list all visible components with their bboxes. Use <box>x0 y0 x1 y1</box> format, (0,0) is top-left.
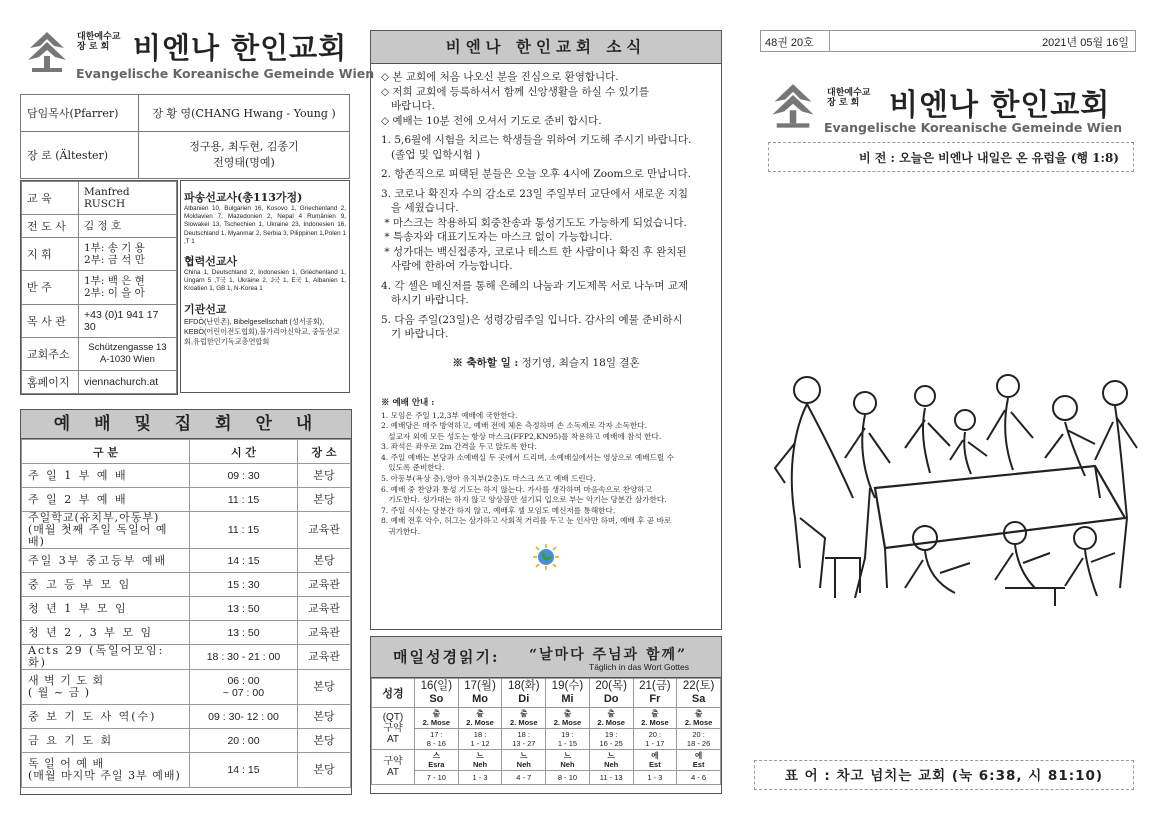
church-name-german: Evangelische Koreanische Gemeinde Wien <box>76 66 375 81</box>
directory-row <box>22 215 177 238</box>
bible-day-german: Sa <box>691 693 706 705</box>
news-item: 3. 코로나 확진자 수의 감소로 23일 주일부터 교단에서 새로운 지침 을 세웠습니다. * 마스크는 착용하되 회중찬송과 통성기도도 가능하게 되었습니다. * 특송자와 대표기도자는 마스크 없이 가능합니다. * 성가대는 백신접종자, 코로나 테스트 한 사람이나 확진 후 완치된 사람에 한하여 가능합니다. <box>381 187 688 272</box>
directory-label: 교 육 <box>22 182 79 215</box>
congrats-label: ※ 축하할 일 : <box>452 356 519 369</box>
missions-box <box>180 180 350 393</box>
schedule-row <box>22 621 351 645</box>
bible-day-date: 20(목) <box>595 680 627 692</box>
bible-cell-ref2: 8 - 10 <box>546 771 590 785</box>
news-title: 비엔나 한인교회 소식 <box>371 31 721 64</box>
worship-guide-note: 1. 모임은 주일 1,2,3부 예배에 국한한다. <box>381 410 518 420</box>
schedule-header-place: 장 소 <box>298 440 351 464</box>
worship-guide-note: 2. 예배당은 매주 방역하고, 예배 전에 체온 측정하며 손 소독제로 각자 소독한다. 설교자 외에 모든 성도는 항상 마스크(FFP2,KN95)를 착용하고 예배에 참석 한다. <box>381 421 662 441</box>
schedule-row <box>22 597 351 621</box>
directory-row <box>22 237 177 270</box>
directory-value: Schützengasse 13 A-1030 Wien <box>79 337 177 370</box>
bible-title: 매일성경읽기: <box>393 648 500 666</box>
missionary-list: Albanien 10, Bulgarien 16, Kosovo 1, Griechenland 2, Moldavien 7, Mazedonien 2, Nepal 4 Rumänien 9, Slowakei 13, Tschechien 1, Ukraine 23, Indonesien 16, Deutschland 1, Myanmar 2, Serbia 3, Pilippinen 1,Polen 1 ,T 1 <box>184 205 346 245</box>
schedule-header-time: 시 간 <box>190 440 298 464</box>
schedule-item-time: 11 : 15 <box>190 488 298 512</box>
bible-day-date: 17(월) <box>464 680 496 692</box>
schedule-row <box>22 512 351 549</box>
pastors-table <box>20 94 350 179</box>
bible-day-german: Do <box>603 693 619 705</box>
worship-guide-note: 4. 주일 예배는 본당과 소예배실 두 곳에서 드리며, 소예배실에서는 영상으로 예배드릴 수 있도록 준비한다. <box>381 452 674 473</box>
schedule-item-time: 11 : 15 <box>190 512 298 549</box>
schedule-item-time: 14 : 15 <box>190 549 298 573</box>
schedule-row <box>22 549 351 573</box>
news-intro-line: ◇ 저희 교회에 등록하셔서 함께 신앙생활을 하실 수 있기를 <box>381 85 650 98</box>
bible-cell-book1: 출 2. Mose <box>589 708 633 729</box>
bible-cell-book2: 느 Neh <box>589 750 633 771</box>
bible-cell-ref1: 19 : 16 - 25 <box>589 729 633 750</box>
church-denomination-bottom: 장 로 회 <box>77 42 110 52</box>
news-item: 5. 다음 주일(23일)은 성령강림주일 입니다. 감사의 예물 준비하시 기 바랍니다. <box>381 313 683 340</box>
missionary-title: 파송선교사(총113가정) <box>184 191 303 204</box>
bible-cell-ref2: 1 - 3 <box>633 771 677 785</box>
issue-volume: 48권 20호 <box>765 37 814 49</box>
bible-cell-book1: 출 2. Mose <box>633 708 677 729</box>
staff-directory <box>20 180 178 395</box>
schedule-item-place: 본당 <box>298 464 351 488</box>
schedule-item-time: 20 : 00 <box>190 729 298 753</box>
bible-cell-book2: 스 Esra <box>415 750 459 771</box>
schedule-item-place: 본당 <box>298 729 351 753</box>
bible-cell-ref1: 20 : 18 - 26 <box>677 729 721 750</box>
fellowship-illustration <box>765 348 1141 612</box>
schedule-header-type: 구 분 <box>22 440 190 464</box>
schedule-item-name: 새 벽 기 도 회 ( 월 ~ 금 ) <box>22 670 190 705</box>
service-schedule <box>20 409 352 795</box>
bible-day-date: 16(일) <box>420 680 453 692</box>
schedule-row <box>22 670 351 705</box>
bible-cell-ref2: 11 - 13 <box>589 771 633 785</box>
bible-cell-book2: 느 Neh <box>546 750 590 771</box>
congrats-text: 정기영, 최슬지 18일 결혼 <box>521 356 640 369</box>
schedule-item-time: 09 : 30- 12 : 00 <box>190 705 298 729</box>
church-name: 비엔나 한인교회 <box>133 31 348 65</box>
worship-guide-title: ※ 예배 안내 : <box>381 398 435 408</box>
schedule-item-name: 주 일 2 부 예 배 <box>22 488 190 512</box>
bible-day-german: Mo <box>472 693 488 705</box>
schedule-row <box>22 729 351 753</box>
schedule-item-name: 주일학교(유치부,아동부) (매월 첫째 주일 독일어 예배) <box>22 512 190 549</box>
bible-cell-ref1: 19 : 1 - 15 <box>546 729 590 750</box>
directory-label: 전 도 사 <box>22 215 79 238</box>
bible-subtitle: “날마다 주님과 함께” <box>529 647 688 663</box>
bible-day-date: 21(금) <box>639 680 671 692</box>
schedule-row <box>22 753 351 788</box>
directory-value: 김 정 호 <box>79 215 177 238</box>
schedule-item-place: 본당 <box>298 549 351 573</box>
coop-missionary-list: China 1, Deutschland 2, Indonesien 1, Griechenland 1, Ungarn 5 ,T국 1, Ukraine 2, J국 1, E국 1, Albanien 1, Kroatien 1, GB 1, N-Korea 1 <box>184 269 346 293</box>
bible-row <box>372 771 721 785</box>
church-logo-icon <box>24 30 70 80</box>
directory-label: 반 주 <box>22 271 79 304</box>
news-section <box>370 30 722 630</box>
directory-value: Manfred RUSCH <box>79 182 177 215</box>
directory-value: 1부: 송 기 용 2부: 금 석 만 <box>79 237 177 270</box>
directory-value: +43 (0)1 941 17 30 <box>79 304 177 337</box>
directory-row <box>22 371 177 394</box>
news-item: 2. 항존직으로 피택된 분들은 오늘 오후 4시에 Zoom으로 만납니다. <box>381 168 691 180</box>
directory-row <box>22 304 177 337</box>
bible-cell-book2: 느 Neh <box>458 750 502 771</box>
org-mission-list: EFDÖ(난민촌), Bibelgesellschaft (성서공회), KEBÖ(어린이전도협회),불가리아신학교, 중동선교회,유럽한인기독교총연합회 <box>184 316 340 346</box>
issue-date: 2021년 05월 16일 <box>1042 37 1129 49</box>
schedule-row <box>22 705 351 729</box>
bible-cell-ref2: 7 - 10 <box>415 771 459 785</box>
bible-cell-ref2: 1 - 3 <box>458 771 502 785</box>
bible-cell-book1: 출 2. Mose <box>677 708 721 729</box>
schedule-item-name: 중 고 등 부 모 임 <box>22 573 190 597</box>
schedule-item-name: 주 일 1 부 예 배 <box>22 464 190 488</box>
coop-missionary-title: 협력선교사 <box>184 255 238 269</box>
church-denomination-top: 대한예수교 <box>77 32 121 42</box>
schedule-item-time: 18 : 30 - 21 : 00 <box>190 645 298 670</box>
schedule-item-name: 주일 3부 중고등부 예배 <box>22 549 190 573</box>
directory-label: 목 사 관 <box>22 304 79 337</box>
bible-cell-ref1: 18 : 1 - 12 <box>458 729 502 750</box>
schedule-item-time: 14 : 15 <box>190 753 298 788</box>
schedule-item-place: 교육관 <box>298 621 351 645</box>
bible-day-german: Mi <box>561 693 574 705</box>
bible-day-german: Di <box>518 693 530 705</box>
schedule-item-place: 본당 <box>298 488 351 512</box>
schedule-item-place: 본당 <box>298 705 351 729</box>
news-intro-line: 바랍니다. <box>381 100 435 112</box>
church-denomination-bottom-right: 장 로 회 <box>827 98 860 108</box>
bible-day-date: 18(화) <box>507 680 540 692</box>
schedule-item-place: 교육관 <box>298 573 351 597</box>
bible-row-label: 성경 <box>372 679 415 708</box>
directory-label: 교회주소 <box>22 337 79 370</box>
worship-guide-note: 3. 좌석은 좌우로 2m 간격을 두고 앉도록 한다. <box>381 442 537 452</box>
bible-cell-book1: 출 2. Mose <box>415 708 459 729</box>
bible-day-german: Fr <box>649 693 661 705</box>
worship-guide-note: 8. 예배 전후 악수, 허그는 삼가하고 사회적 거리를 두고 눈 인사만 하며, 예배 후 곧 바로 귀가한다. <box>381 516 672 537</box>
schedule-row <box>22 464 351 488</box>
schedule-item-name: 청 년 1 부 모 임 <box>22 597 190 621</box>
schedule-item-name: 독 일 어 예 배 (매월 마지막 주일 3부 예배) <box>22 753 190 788</box>
bible-cell-ref1: 18 : 13 - 27 <box>502 729 546 750</box>
bible-subtitle-german: Täglich in das Wort Gottes <box>589 662 689 672</box>
directory-row <box>22 337 177 370</box>
bible-cell-ref2: 4 - 6 <box>677 771 721 785</box>
bible-reading-section <box>370 636 722 794</box>
church-vision: 비 전 : 오늘은 비엔나 내일은 온 유럽을 (행 1:8) <box>768 142 1134 172</box>
news-item: 1. 5,6월에 시험을 치르는 학생들을 위하여 기도해 주시기 바랍니다. (졸업 및 입학시험 ) <box>381 134 692 161</box>
schedule-item-time: 13 : 50 <box>190 621 298 645</box>
elder-honorary: 전영태(명예) <box>213 156 275 169</box>
schedule-item-name: 중 보 기 도 사 역(수) <box>22 705 190 729</box>
bible-cell-book2: 에 Est <box>633 750 677 771</box>
directory-label: 홈페이지 <box>22 371 79 394</box>
worship-guide-note: 5. 아동부(욕상 층),영아 유치부(2층)도 마스크 쓰고 예배 드린다. <box>381 474 596 484</box>
schedule-item-name: 금 요 기 도 회 <box>22 729 190 753</box>
worship-guide-note: 6. 예배 중 찬양과 통성 기도는 하지 않는다. 가사를 생각하며 마음속으로 찬양하고 기도한다. 성가대는 하지 않고 양상블만 섬기되 입으로 부는 악기는 당분간 삼가한다. <box>381 484 667 505</box>
schedule-item-time: 09 : 30 <box>190 464 298 488</box>
directory-value: 1부: 백 은 현 2부: 이 을 아 <box>79 271 177 304</box>
church-denomination-top-right: 대한예수교 <box>827 88 871 98</box>
bible-cell-book1: 출 2. Mose <box>502 708 546 729</box>
bible-day-german: So <box>429 693 444 705</box>
church-name-german-right: Evangelische Koreanische Gemeinde Wien <box>824 120 1123 135</box>
schedule-row <box>22 645 351 670</box>
bible-row <box>372 679 721 708</box>
bible-row-label: 구약 AT <box>372 750 415 785</box>
bible-row-label: (QT) 구약 AT <box>372 708 415 750</box>
news-item: 4. 각 셀은 메신저를 통해 은혜의 나눔과 기도제목 서로 나누며 교제 하시기 바랍니다. <box>381 279 689 306</box>
bible-row <box>372 750 721 771</box>
issue-bar <box>760 30 1136 52</box>
schedule-item-place: 교육관 <box>298 597 351 621</box>
bible-cell-book1: 출 2. Mose <box>546 708 590 729</box>
worship-guide-note: 7. 주일 식사는 당분간 하지 않고, 예배후 셀 모임도 메신저를 통해한다. <box>381 505 616 515</box>
pastor-value: 장 황 영(CHANG Hwang - Young ) <box>139 95 350 132</box>
schedule-item-name: 청 년 2 , 3 부 모 임 <box>22 621 190 645</box>
church-logo-icon-right <box>768 82 818 136</box>
bible-day-date: 22(토) <box>682 680 715 692</box>
church-motto: 표 어 : 차고 넘치는 교회 (눅 6:38, 시 81:10) <box>754 760 1134 790</box>
directory-label: 지 휘 <box>22 237 79 270</box>
bible-cell-ref1: 17 : 8 - 16 <box>415 729 459 750</box>
schedule-item-name: Acts 29 (독일어모임:화) <box>22 645 190 670</box>
bible-row <box>372 729 721 750</box>
schedule-item-place: 교육관 <box>298 512 351 549</box>
schedule-row <box>22 488 351 512</box>
schedule-item-place: 본당 <box>298 753 351 788</box>
bible-day-date: 19(수) <box>551 680 584 692</box>
bible-cell-ref2: 4 - 7 <box>502 771 546 785</box>
church-name-right: 비엔나 한인교회 <box>889 88 1111 123</box>
schedule-item-time: 06 : 00 ~ 07 : 00 <box>190 670 298 705</box>
directory-value[interactable]: viennachurch.at <box>79 371 177 394</box>
news-intro-line: ◇ 예배는 10분 전에 오셔서 기도로 준비 합시다. <box>381 114 602 127</box>
directory-row <box>22 182 177 215</box>
schedule-item-place: 교육관 <box>298 645 351 670</box>
org-mission-title: 기관선교 <box>184 302 227 316</box>
schedule-item-time: 13 : 50 <box>190 597 298 621</box>
schedule-item-place: 본당 <box>298 670 351 705</box>
bible-cell-book2: 에 Est <box>677 750 721 771</box>
globe-icon <box>533 544 559 570</box>
bible-cell-book1: 출 2. Mose <box>458 708 502 729</box>
bible-row <box>372 708 721 729</box>
elder-names: 정구용, 최두현, 김종기 <box>189 140 299 153</box>
schedule-item-time: 15 : 30 <box>190 573 298 597</box>
news-intro-line: ◇ 본 교회에 처음 나오신 분을 진심으로 환영합니다. <box>381 71 619 83</box>
pastor-label: 담임목사(Pfarrer) <box>21 95 139 132</box>
schedule-title: 예 배 및 집 회 안 내 <box>21 410 351 439</box>
bible-cell-book2: 느 Neh <box>502 750 546 771</box>
directory-row <box>22 271 177 304</box>
elder-label: 장 로 (Ältester) <box>21 132 139 179</box>
bible-cell-ref1: 20 : 1 - 17 <box>633 729 677 750</box>
schedule-row <box>22 573 351 597</box>
